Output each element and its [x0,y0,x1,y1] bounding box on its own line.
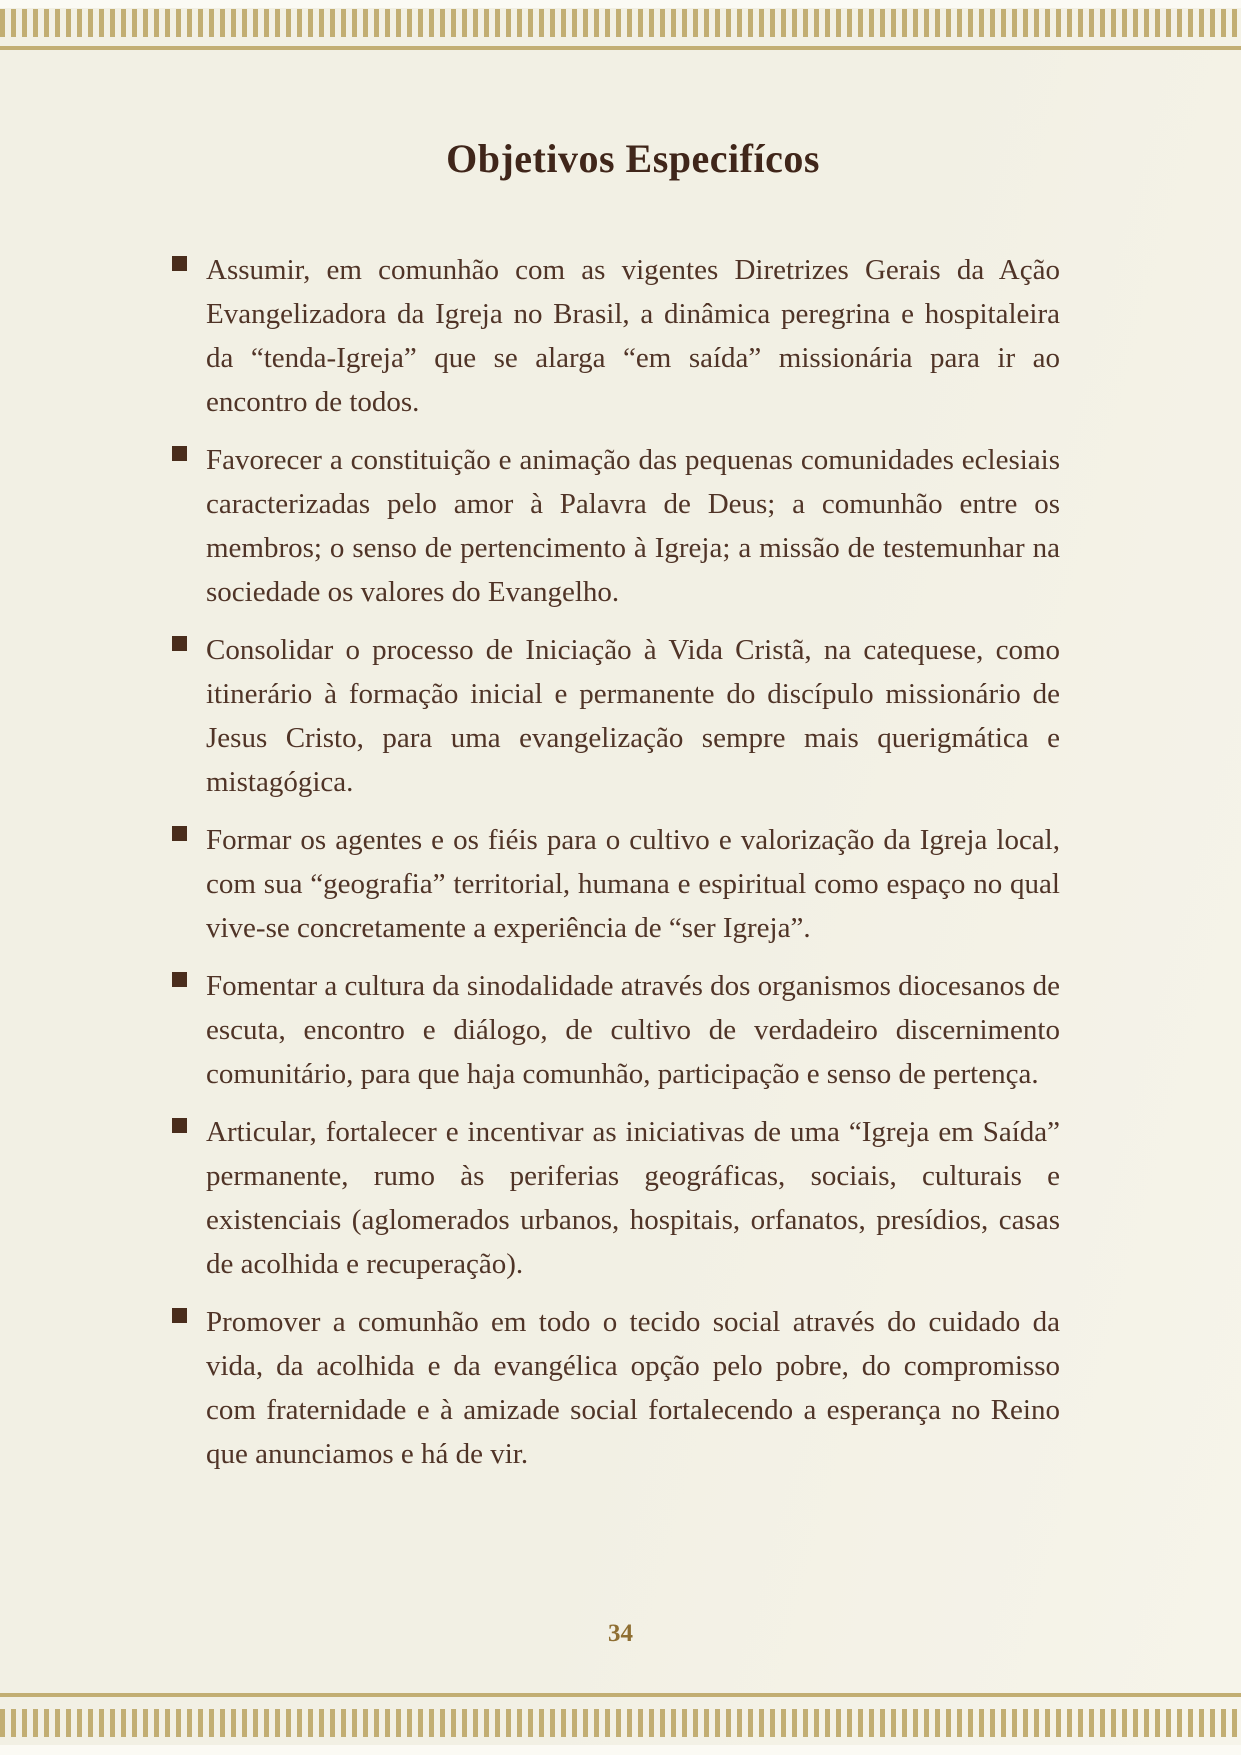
objectives-list [206,248,1060,1476]
bullet-square-icon [172,1118,187,1133]
list-item [206,628,1060,804]
list-item [206,1110,1060,1286]
objective-text: Formar os agentes e os fiéis para o cultivo e valorização da Igreja local, com sua “geografia” territorial, humana e espiritual como espaço no qual vive-se concretamente a experiência de “ser Igreja”. [206,824,1060,944]
bottom-tick-border [0,1709,1241,1737]
page-number: 34 [608,1620,633,1647]
list-item [206,248,1060,424]
list-item [206,964,1060,1096]
objective-text: Promover a comunhão em todo o tecido social através do cuidado da vida, da acolhida e da evangélica opção pelo pobre, do compromisso com fraternidade e à amizade social fortalecendo a esperança no Reino que anunciamos e há de vir. [206,1306,1060,1470]
objective-text: Assumir, em comunhão com as vigentes Diretrizes Gerais da Ação Evangelizadora da Igreja no Brasil, a dinâmica peregrina e hospitaleira da “tenda-Igreja” que se alarga “em saída” missionária para ir ao encontro de todos. [206,254,1060,418]
bullet-square-icon [172,1308,187,1323]
list-item [206,438,1060,614]
bullet-square-icon [172,446,187,461]
objective-text: Articular, fortalecer e incentivar as iniciativas de uma “Igreja em Saída” permanente, rumo às periferias geográficas, sociais, culturais e existenciais (aglomerados urbanos, hospitais, orfanatos, presídios, casas de acolhida e recuperação). [206,1116,1060,1280]
list-item [206,1300,1060,1476]
bottom-rule-divider [0,1693,1241,1697]
bullet-square-icon [172,256,187,271]
bullet-square-icon [172,636,187,651]
list-item [206,818,1060,950]
bullet-square-icon [172,972,187,987]
objective-text: Consolidar o processo de Iniciação à Vida Cristã, na catequese, como itinerário à formação inicial e permanente do discípulo missionário de Jesus Cristo, para uma evangelização sempre mais querigmática e mistagógica. [206,634,1060,798]
objective-text: Favorecer a constituição e animação das pequenas comunidades eclesiais caracterizadas pelo amor à Palavra de Deus; a comunhão entre os membros; o senso de pertencimento à Igreja; a missão de testemunhar na sociedade os valores do Evangelho. [206,444,1060,608]
bullet-square-icon [172,826,187,841]
objective-text: Fomentar a cultura da sinodalidade através dos organismos diocesanos de escuta, encontro e diálogo, de cultivo de verdadeiro discernimento comunitário, para que haja comunhão, participação e senso de pertença. [206,970,1060,1090]
bottom-edge-strip [0,1745,1241,1755]
page-title: Objetivos Especifícos [446,136,820,181]
